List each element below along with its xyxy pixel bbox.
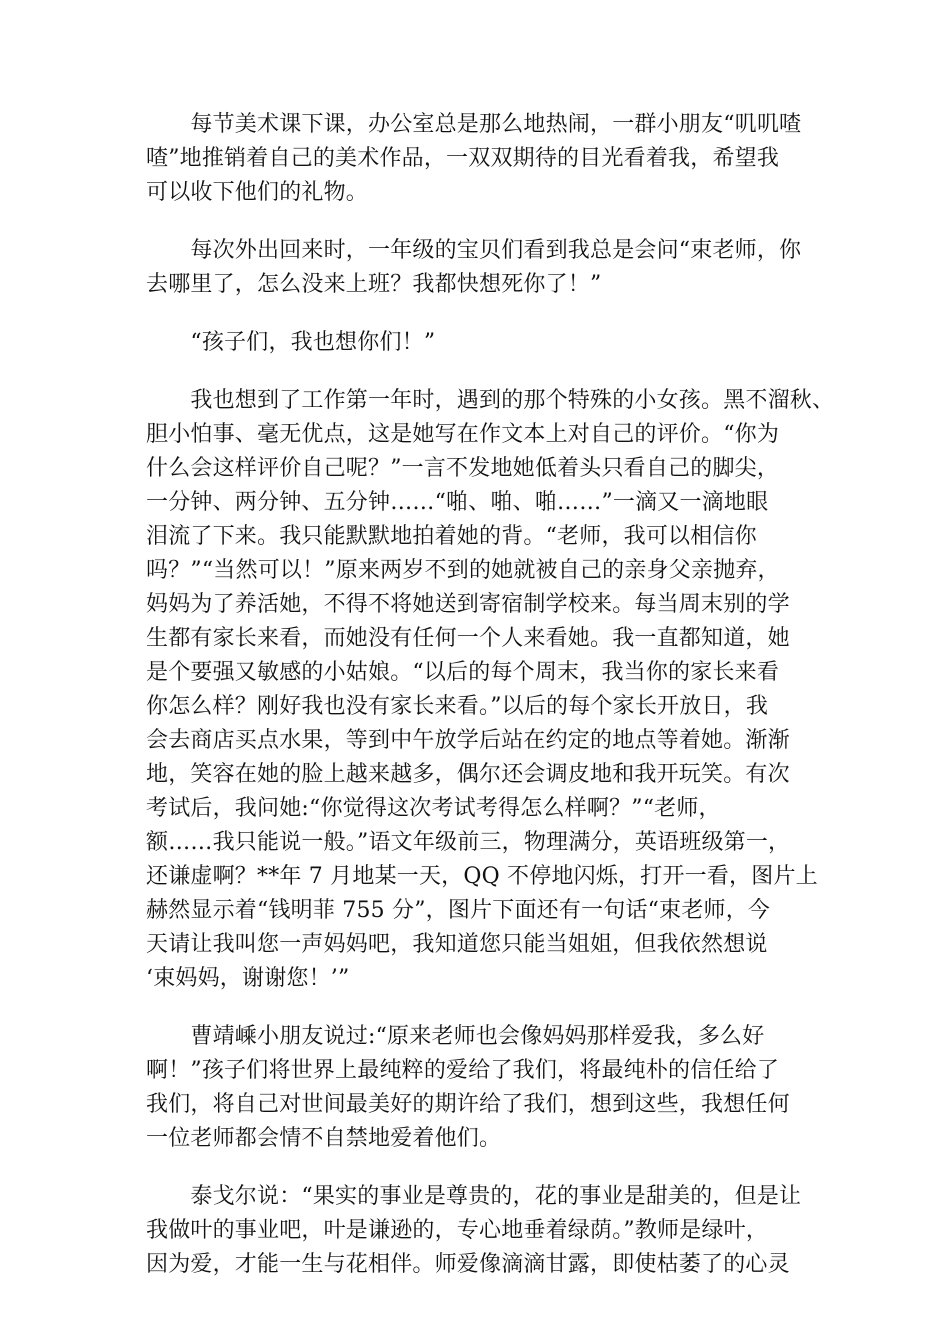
text-line: 考试后，我问她:“你觉得这次考试考得怎么样啊？”“老师， xyxy=(146,796,721,821)
text-line: 是个要强又敏感的小姑娘。“以后的每个周末，我当你的家长来看 xyxy=(146,660,780,685)
text-line: 还谦虚啊？**年 7 月地某一天，QQ 不停地闪烁，打开一看，图片上 xyxy=(146,864,818,889)
text-line: 我也想到了工作第一年时，遇到的那个特殊的小女孩。黑不溜秋、 xyxy=(146,388,835,413)
text-line: 妈妈为了养活她，不得不将她送到寄宿制学校来。每当周末别的学 xyxy=(146,592,790,617)
text-line: 赫然显示着“钱明菲 755 分”，图片下面还有一句话“束老师，今 xyxy=(146,898,771,923)
text-line: 泪流了下来。我只能默默地拍着她的背。“老师，我可以相信你 xyxy=(146,524,757,549)
text-line: 我做叶的事业吧，叶是谦逊的，专心地垂着绿荫。”教师是绿叶， xyxy=(146,1218,769,1243)
text-line: 去哪里了，怎么没来上班？我都快想死你了！” xyxy=(146,272,602,297)
text-line: 吗？”“当然可以！”原来两岁不到的她就被自己的亲身父亲抛弃， xyxy=(146,558,780,583)
text-line: 可以收下他们的礼物。 xyxy=(146,180,369,205)
document-body xyxy=(146,108,835,1306)
text-line: ‘束妈妈，谢谢您！’” xyxy=(146,966,350,991)
text-line: 什么会这样评价自己呢？”一言不发地她低着头只看自己的脚尖， xyxy=(146,456,780,481)
text-line: 泰戈尔说：“果实的事业是尊贵的，花的事业是甜美的，但是让 xyxy=(146,1184,802,1209)
text-line: 额……我只能说一般。”语文年级前三，物理满分，英语班级第一， xyxy=(146,830,791,855)
paragraph xyxy=(146,1020,826,1156)
paragraph xyxy=(146,384,835,996)
text-line: “孩子们，我也想你们！” xyxy=(146,330,436,355)
text-line: 因为爱，才能一生与花相伴。师爱像滴滴甘露，即使枯萎了的心灵 xyxy=(146,1252,790,1277)
text-line: 胆小怕事、毫无优点，这是她写在作文本上对自己的评价。“你为 xyxy=(146,422,780,447)
text-line: 每节美术课下课，办公室总是那么地热闹，一群小朋友“叽叽喳 xyxy=(146,112,802,137)
text-line: 曹靖嵊小朋友说过:“原来老师也会像妈妈那样爱我，多么好 xyxy=(146,1024,765,1049)
paragraph xyxy=(146,326,826,360)
text-line: 天请让我叫您一声妈妈吧，我知道您只能当姐姐，但我依然想说 xyxy=(146,932,768,957)
text-line: 我们，将自己对世间最美好的期许给了我们，想到这些，我想任何 xyxy=(146,1092,790,1117)
text-line: 一位老师都会情不自禁地爱着他们。 xyxy=(146,1126,502,1151)
text-line: 一分钟、两分钟、五分钟……“啪、啪、啪……”一滴又一滴地眼 xyxy=(146,490,769,515)
text-line: 生都有家长来看，而她没有任何一个人来看她。我一直都知道，她 xyxy=(146,626,790,651)
paragraph xyxy=(146,108,826,210)
paragraph xyxy=(146,234,826,302)
text-line: 地，笑容在她的脸上越来越多，偶尔还会调皮地和我开玩笑。有次 xyxy=(146,762,790,787)
text-line: 喳”地推销着自己的美术作品，一双双期待的目光看着我，希望我 xyxy=(146,146,780,171)
text-line: 每次外出回来时，一年级的宝贝们看到我总是会问“束老师，你 xyxy=(146,238,802,263)
text-line: 你怎么样？刚好我也没有家长来看。”以后的每个家长开放日，我 xyxy=(146,694,769,719)
text-line: 会去商店买点水果，等到中午放学后站在约定的地点等着她。渐渐 xyxy=(146,728,790,753)
text-line: 啊！”孩子们将世界上最纯粹的爱给了我们，将最纯朴的信任给了 xyxy=(146,1058,780,1083)
paragraph xyxy=(146,1180,826,1282)
